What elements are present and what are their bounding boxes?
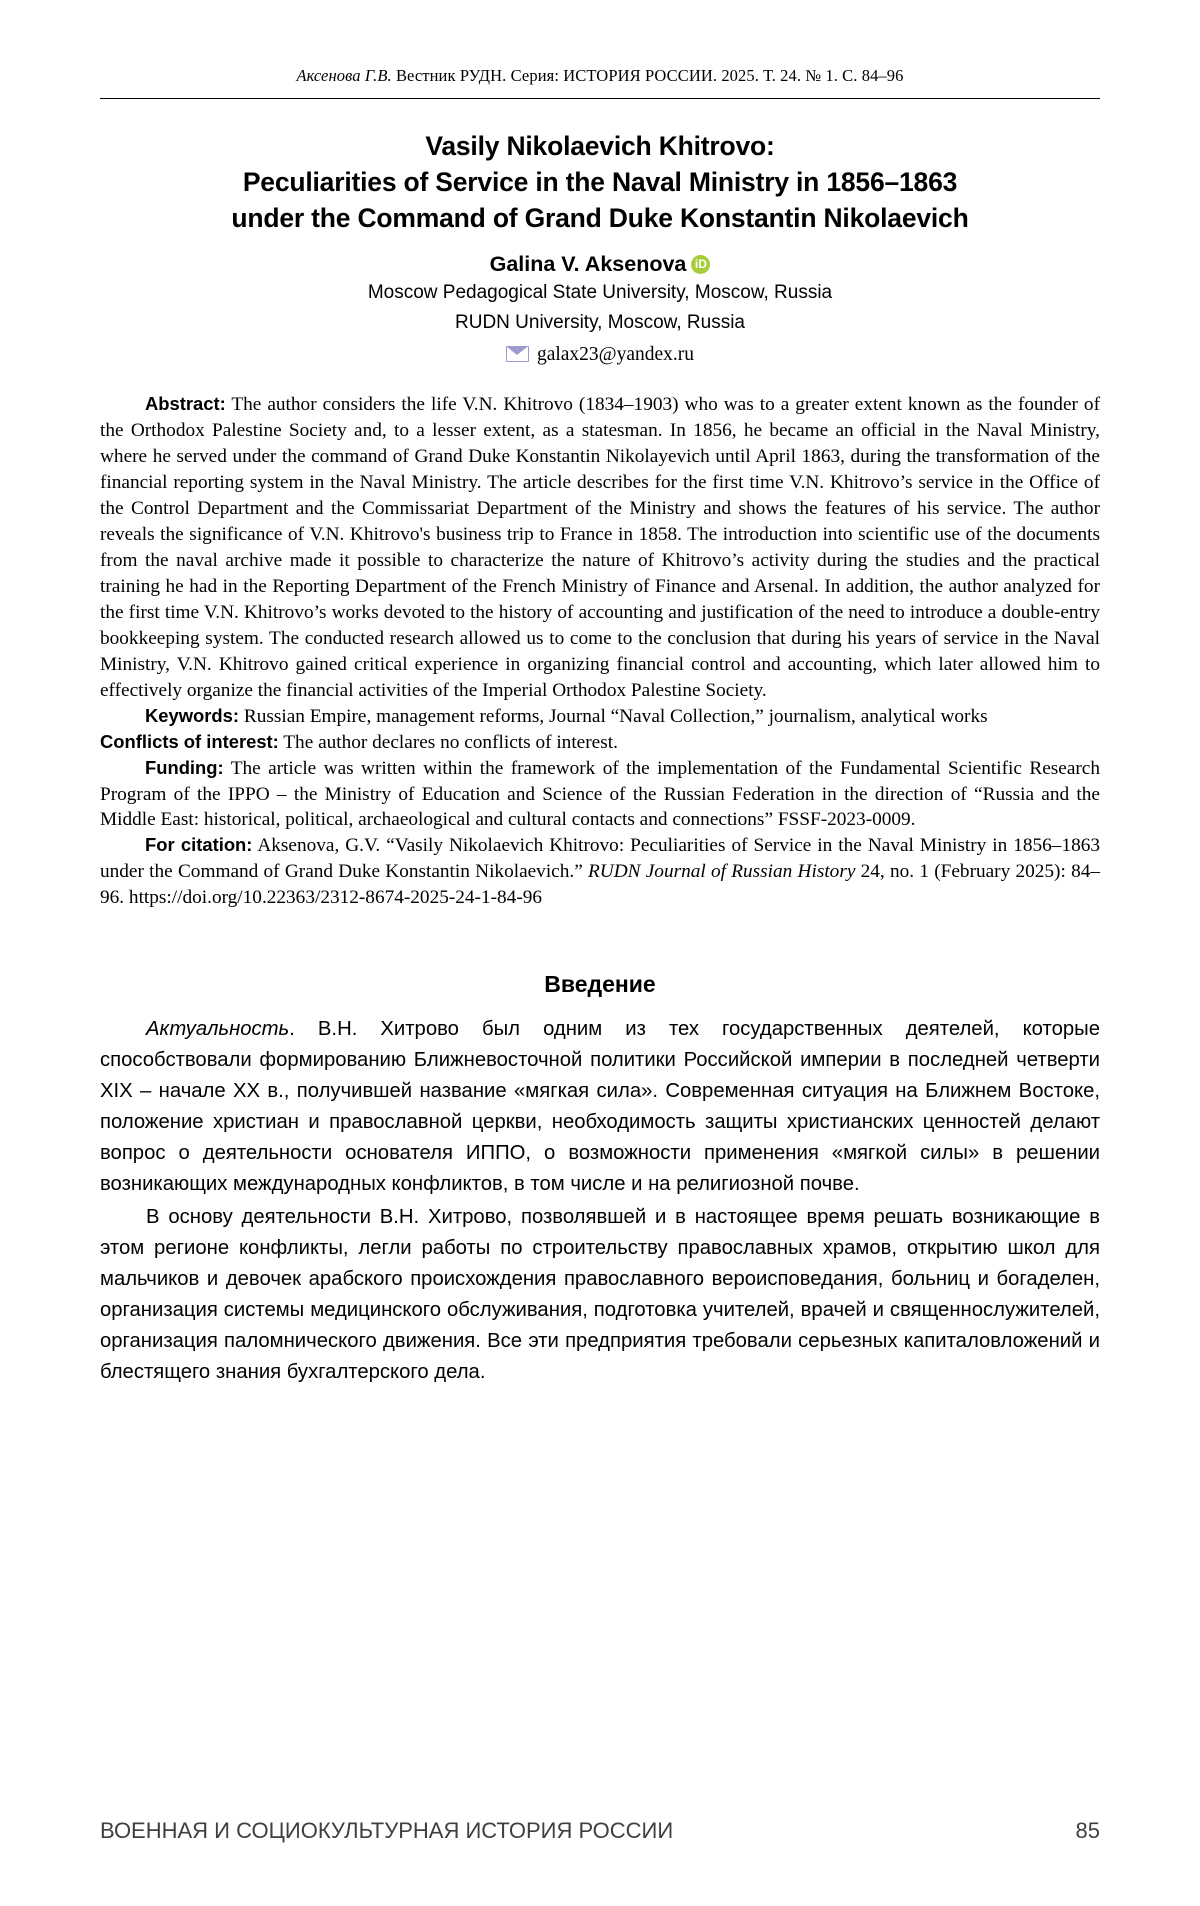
orcid-icon[interactable] (691, 255, 710, 274)
author-name: Galina V. Aksenova (489, 252, 687, 277)
page-title (100, 129, 1100, 236)
envelope-icon (506, 346, 529, 362)
keywords-paragraph (100, 704, 1100, 730)
body-paragraph-2: В основу деятельности В.Н. Хитрово, позволявшей и в настоящее время решать возникающие в этом регионе конфликты, легли работы по строительству православных храмов, открытию школ для мальчиков и девочек арабского происхождения православного вероисповедания, больниц и богаделен, организация системы медицинского обслуживания, подготовка учителей, врачей и священнослужителей, организация паломнического движения. Все эти предприятия требовали серьезных капиталовложений и блестящего знания бухгалтерского дела. (100, 1205, 1100, 1383)
orcid-icon-label: iD (694, 257, 707, 272)
footer-section-title: ВОЕННАЯ И СОЦИОКУЛЬТУРНАЯ ИСТОРИЯ РОССИИ (100, 1818, 674, 1843)
author-name-row (100, 252, 1100, 277)
body-paragraph-1-text: . В.Н. Хитрово был одним из тех государственных деятелей, которые способствовали формированию Ближневосточной политики Российской империи в последней четверти XIX – начале XX в., получившей название «мягкая сила». Современная ситуация на Ближнем Востоке, положение христиан и православной церкви, необходимость защиты христианских ценностей делают вопрос о деятельности основателя ИППО, о возможности применения «мягкой силы» в решении возникающих международных конфликтов, в том числе и на религиозной почве. (100, 1018, 1100, 1195)
conflicts-label: Conflicts of interest: (100, 730, 279, 752)
conflicts-paragraph (100, 730, 1100, 756)
abstract-section (100, 392, 1100, 911)
abstract-text: The author considers the life V.N. Khitrovo (1834–1903) who was to a greater extent known as the founder of the Orthodox Palestine Society and, to a lesser extent, as a statesman. In 1856, he became an official in the Naval Ministry, where he served under the command of Grand Duke Konstantin Nikolayevich until April 1863, during the transformation of the financial reporting system in the Naval Ministry. The article describes for the first time V.N. Khitrovo’s service in the Office of the Control Department and the Commissariat Department of the Ministry and shows the features of his service. The author reveals the significance of V.N. Khitrovo's business trip to France in 1858. The introduction into scientific use of the documents from the naval archive made it possible to characterize the nature of Khitrovo’s activity during the studies and the practical training he had in the Reporting Department of the French Ministry of Finance and Arsenal. In addition, the author analyzed for the first time V.N. Khitrovo’s works devoted to the history of accounting and justification of the need to introduce a double-entry bookkeeping system. The conducted research allowed us to come to the conclusion that during his years of service in the Naval Ministry, V.N. Khitrovo gained critical experience in organizing financial control and accounting, which later allowed him to effectively organize the financial activities of the Imperial Orthodox Palestine Society. (100, 394, 1100, 701)
citation-text-2: 24, no. 1 (February 2025): 84–96. https://doi.org/10.22363/2312-8674-2025-24-1-84-96 (100, 861, 1101, 909)
author-block (100, 252, 1100, 366)
body-paragraph-1 (100, 1014, 1100, 1200)
funding-paragraph (100, 756, 1100, 834)
running-head-citation: Вестник РУДН. Серия: ИСТОРИЯ РОССИИ. 2025. Т. 24. № 1. С. 84–96 (391, 66, 904, 85)
page-content (100, 66, 1100, 1388)
body-russian (100, 1014, 1100, 1387)
abstract-label: Abstract: (145, 393, 226, 415)
conflicts-text: The author declares no conflicts of interest. (278, 731, 618, 753)
page-footer (100, 1818, 1100, 1844)
title-line-3: under the Command of Grand Duke Konstantin Nikolaevich (231, 202, 969, 233)
citation-label: For citation: (145, 834, 253, 856)
abstract-paragraph (100, 392, 1100, 703)
affiliation-1: Moscow Pedagogical State University, Moscow, Russia (367, 282, 833, 304)
body-paragraph-1-lead: Актуальность (146, 1018, 290, 1041)
author-email[interactable]: galax23@yandex.ru (536, 344, 695, 366)
citation-text-1: Aksenova, G.V. “Vasily Nikolaevich Khitrovo: Peculiarities of Service in the Naval Ministry in 1856–1863 under the Command of Grand Duke Konstantin Nikolaevich.” (100, 835, 1101, 883)
citation-paragraph (100, 833, 1100, 911)
footer-page-number: 85 (1075, 1818, 1100, 1843)
running-head-author: Аксенова Г.В. (296, 66, 392, 85)
section-heading-introduction: Введение (544, 971, 656, 998)
title-line-2: Peculiarities of Service in the Naval Ministry in 1856–1863 (242, 166, 958, 197)
running-head (100, 66, 1100, 99)
funding-text: The article was written within the framework of the implementation of the Fundamental Scientific Research Program of the IPPO – the Ministry of Education and Science of the Russian Federation in the direction of “Russia and the Middle East: historical, political, archaeological and cultural contacts and connections” FSSF-2023-0009. (100, 757, 1100, 831)
citation-journal: RUDN Journal of Russian History (588, 861, 856, 883)
keywords-label: Keywords: (145, 704, 240, 726)
keywords-text: Russian Empire, management reforms, Journal “Naval Collection,” journalism, analytical works (239, 705, 988, 727)
affiliation-2: RUDN University, Moscow, Russia (455, 312, 745, 334)
envelope-icon-flap (507, 347, 527, 355)
title-line-1: Vasily Nikolaevich Khitrovo: (425, 131, 775, 161)
author-email-row (100, 344, 1100, 366)
funding-label: Funding: (145, 756, 224, 778)
